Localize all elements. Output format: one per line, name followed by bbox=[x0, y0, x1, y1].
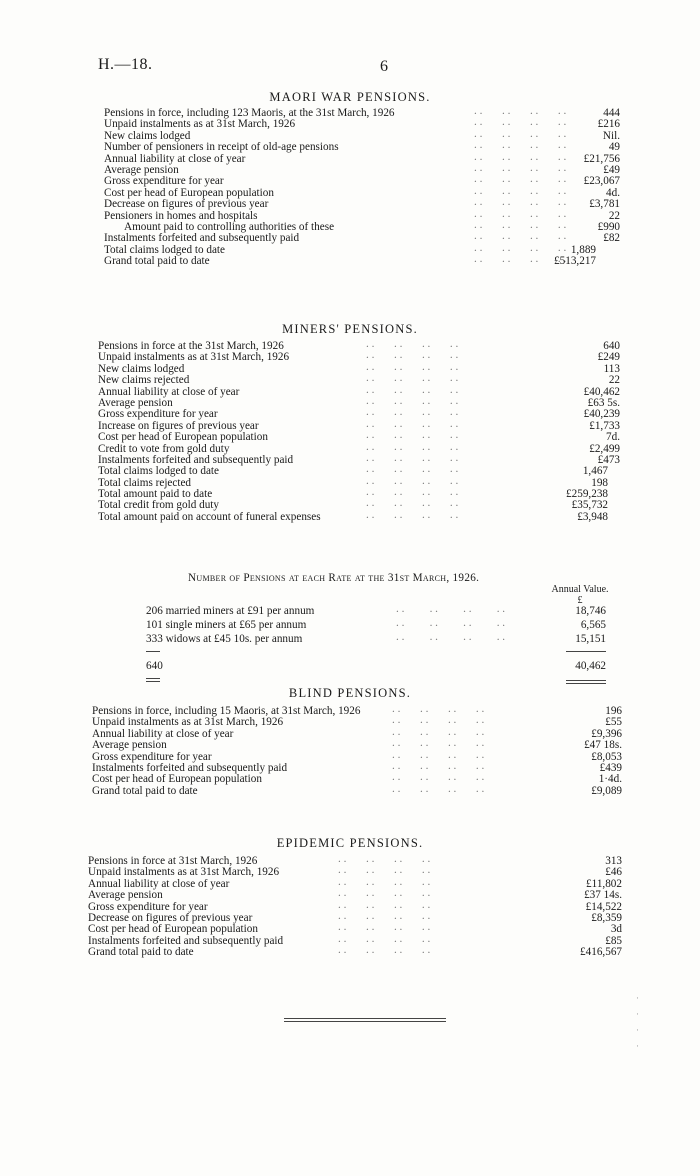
row-label: Decrease on figures of previous year bbox=[88, 911, 253, 924]
rate-row: 333 widows at £45 10s. per annum . . . . . . . . 15,151 bbox=[146, 631, 606, 645]
row-label: Total claims rejected bbox=[98, 476, 192, 489]
table-row: Gross expenditure for year . . . . . . . . £40,239 bbox=[98, 406, 620, 421]
row-value: 113 bbox=[603, 362, 620, 375]
row-value: 7d. bbox=[606, 431, 620, 444]
row-label: Gross expenditure for year bbox=[98, 408, 218, 421]
table-row: Instalments forfeited and subsequently paid . . . . . . . . £85 bbox=[88, 932, 622, 947]
row-label: Average pension bbox=[88, 889, 163, 902]
table-row: Cost per head of European population . . . . . . . . 3d bbox=[88, 921, 622, 936]
table-row: Cost per head of European population . . . . . . . . 1·4d. bbox=[92, 771, 622, 786]
table-row: Instalments forfeited and subsequently paid . . . . . . . . £82 bbox=[104, 230, 620, 245]
table-row: Annual liability at close of year . . . . . . . . £40,462 bbox=[98, 383, 620, 398]
rate-label: 206 married miners at £91 per annum bbox=[146, 605, 315, 617]
table-row: Pensions in force, including 123 Maoris, at the 31st March, 1926 . . . . . . . . 444 bbox=[104, 105, 620, 119]
row-value: £85 bbox=[605, 934, 622, 947]
table-row: Cost per head of European population . . . . . . . . 4d. bbox=[104, 184, 620, 199]
row-label: Instalments forfeited and subsequently paid bbox=[92, 761, 288, 774]
row-value: 313 bbox=[605, 855, 622, 867]
table-row: Instalments forfeited and subsequently paid . . . . . . . . £439 bbox=[92, 759, 622, 774]
table-row: New claims lodged . . . . . . . . Nil. bbox=[104, 127, 620, 142]
row-label: Amount paid to controlling authorities of these bbox=[124, 220, 335, 233]
page-number: 6 bbox=[380, 58, 388, 75]
row-label: Annual liability at close of year bbox=[92, 727, 234, 740]
row-label: Pensions in force at 31st March, 1926 bbox=[88, 855, 258, 867]
value-double-rule bbox=[566, 680, 606, 681]
table-row: Average pension . . . . . . . . £47 18s. bbox=[92, 737, 622, 752]
row-value: £513,217 bbox=[554, 255, 596, 268]
table-row: New claims lodged . . . . . . . . 113 bbox=[98, 360, 620, 375]
row-value: £21,756 bbox=[583, 152, 620, 165]
row-label: Cost per head of European population bbox=[98, 431, 268, 444]
row-label: Instalments forfeited and subsequently paid bbox=[88, 934, 284, 947]
currency-symbol: £ bbox=[577, 595, 583, 606]
rate-value: 15,151 bbox=[575, 633, 606, 645]
blind-section-title: BLIND PENSIONS. bbox=[288, 686, 412, 700]
rate-label: 101 single miners at £65 per annum bbox=[146, 619, 307, 631]
row-value: 3d bbox=[610, 923, 622, 936]
row-label: Average pension bbox=[98, 396, 173, 409]
rate-row: 101 single miners at £65 per annum . . . . . . . . 6,565 bbox=[146, 617, 606, 631]
row-value: £8,359 bbox=[591, 911, 622, 924]
row-value: 1,467 bbox=[582, 465, 608, 478]
row-label: Unpaid instalments as at 31st March, 1926 bbox=[98, 351, 290, 364]
row-value: £9,089 bbox=[591, 784, 622, 797]
table-row: Pensions in force, including 15 Maoris, at 31st March, 1926 . . . . . . . . 196 bbox=[92, 703, 622, 717]
table-row: Unpaid instalments as at 31st March, 1926 . . . . . . . . £46 bbox=[88, 864, 622, 879]
row-value: £249 bbox=[597, 351, 620, 364]
row-value: 22 bbox=[608, 209, 620, 222]
row-label: Total claims lodged to date bbox=[98, 465, 220, 478]
table-row: Annual liability at close of year . . . . . . . . £11,802 bbox=[88, 875, 622, 890]
table-row: Average pension . . . . . . . . £37 14s. bbox=[88, 887, 622, 902]
table-row: Average pension . . . . . . . . £63 5s. bbox=[98, 394, 620, 409]
row-value: £1,733 bbox=[589, 419, 620, 432]
row-value: £63 5s. bbox=[587, 396, 620, 409]
annual-value-label: Annual Value. bbox=[551, 584, 609, 595]
row-label: Total claims lodged to date bbox=[104, 243, 226, 256]
row-label: Average pension bbox=[104, 163, 179, 176]
rates-total-count: 640 bbox=[146, 660, 163, 672]
table-row: Gross expenditure for year . . . . . . . . £23,067 bbox=[104, 173, 620, 188]
row-value: £40,462 bbox=[583, 385, 620, 398]
table-row: Increase on figures of previous year . . . . . . . . £1,733 bbox=[98, 417, 620, 432]
row-value: £35,732 bbox=[571, 499, 608, 512]
row-value: £37 14s. bbox=[584, 889, 622, 902]
table-row: Total amount paid on account of funeral expenses . . . . . . . . £3,948 bbox=[98, 508, 608, 523]
row-label: Pensions in force, including 15 Maoris, at 31st March, 1926 bbox=[92, 705, 361, 717]
row-label: Pensions in force at the 31st March, 1926 bbox=[98, 340, 284, 352]
document-reference: H.—18. bbox=[98, 56, 153, 73]
row-label: Number of pensioners in receipt of old-age pensions bbox=[104, 141, 339, 154]
row-value: £46 bbox=[605, 866, 622, 879]
row-value: £2,499 bbox=[589, 442, 620, 455]
table-row: Unpaid instalments as at 31st March, 1926 . . . . . . . . £55 bbox=[92, 714, 622, 729]
table-row: Unpaid instalments as at 31st March, 1926 . . . . . . . . £249 bbox=[98, 349, 620, 364]
row-label: Grand total paid to date bbox=[104, 255, 210, 268]
row-label: Cost per head of European population bbox=[92, 773, 262, 786]
row-label: Total amount paid to date bbox=[98, 488, 213, 501]
value-rule bbox=[566, 651, 606, 652]
table-row: Annual liability at close of year . . . . . . . . £9,396 bbox=[92, 725, 622, 740]
table-row: Grand total paid to date . . . . . . . . £9,089 bbox=[92, 782, 622, 797]
row-value: £47 18s. bbox=[584, 739, 622, 752]
row-label: Increase on figures of previous year bbox=[98, 419, 259, 432]
row-value: £3,948 bbox=[577, 510, 608, 523]
row-label: Instalments forfeited and subsequently paid bbox=[104, 232, 300, 245]
row-label: Gross expenditure for year bbox=[104, 175, 224, 188]
row-value: £49 bbox=[603, 163, 620, 176]
rate-value: 18,746 bbox=[575, 605, 606, 617]
table-row: Number of pensioners in receipt of old-age pensions . . . . . . . . 49 bbox=[104, 139, 620, 154]
footer-rule bbox=[284, 1021, 446, 1022]
row-value: £3,781 bbox=[589, 198, 620, 211]
row-label: Grand total paid to date bbox=[88, 946, 194, 959]
table-row: Average pension . . . . . . . . £49 bbox=[104, 161, 620, 176]
table-row: Pensions in force at 31st March, 1926 . . . . . . . . 313 bbox=[88, 853, 622, 867]
blind-pensions-list bbox=[92, 703, 622, 797]
row-value: 198 bbox=[591, 476, 608, 489]
row-label: Cost per head of European population bbox=[104, 186, 274, 199]
row-value: £9,396 bbox=[591, 727, 622, 740]
table-row: Total claims lodged to date . . . . . . . . 1,889 bbox=[104, 241, 596, 256]
table-row: Pensioners in homes and hospitals . . . . . . . . 22 bbox=[104, 207, 620, 222]
row-label: Unpaid instalments as at 31st March, 1926 bbox=[88, 866, 280, 879]
row-label: Decrease on figures of previous year bbox=[104, 198, 269, 211]
row-value: 1·4d. bbox=[598, 773, 622, 786]
maori-section-title: MAORI WAR PENSIONS. bbox=[269, 90, 431, 104]
row-label: Unpaid instalments as at 31st March, 1926 bbox=[104, 118, 296, 131]
table-row: Total claims lodged to date . . . . . . . . 1,467 bbox=[98, 463, 608, 478]
table-row: Decrease on figures of previous year . . . . . . . . £3,781 bbox=[104, 196, 620, 211]
row-label: Gross expenditure for year bbox=[92, 750, 212, 763]
table-row: Gross expenditure for year . . . . . . . . £14,522 bbox=[88, 898, 622, 913]
row-label: Credit to vote from gold duty bbox=[98, 442, 230, 455]
scan-specks: · · · · bbox=[636, 993, 639, 1051]
row-value: 4d. bbox=[606, 186, 620, 199]
row-label: Gross expenditure for year bbox=[88, 900, 208, 913]
row-label: Pensions in force, including 123 Maoris, at the 31st March, 1926 bbox=[104, 107, 395, 119]
row-label: New claims lodged bbox=[98, 362, 185, 375]
row-label: Grand total paid to date bbox=[92, 784, 198, 797]
row-value: 1,889 bbox=[570, 243, 596, 256]
rate-label: 333 widows at £45 10s. per annum bbox=[146, 633, 303, 645]
row-label: New claims lodged bbox=[104, 129, 191, 142]
miners-section-title: MINERS' PENSIONS. bbox=[282, 322, 418, 336]
row-label: Total credit from gold duty bbox=[98, 499, 220, 512]
row-value: £23,067 bbox=[583, 175, 620, 188]
row-value: £216 bbox=[597, 118, 620, 131]
row-value: £14,522 bbox=[585, 900, 622, 913]
row-value: 22 bbox=[608, 374, 620, 387]
row-label: Annual liability at close of year bbox=[88, 877, 230, 890]
table-row: Grand total paid to date . . . . . . . . £416,567 bbox=[88, 944, 622, 959]
row-label: Annual liability at close of year bbox=[104, 152, 246, 165]
row-label: Cost per head of European population bbox=[88, 923, 258, 936]
miners-pensions-list bbox=[98, 338, 620, 523]
row-value: £11,802 bbox=[586, 877, 622, 890]
table-row: Annual liability at close of year . . . . . . . . £21,756 bbox=[104, 150, 620, 165]
row-value: 444 bbox=[603, 107, 620, 119]
count-double-rule bbox=[146, 681, 160, 682]
epidemic-pensions-list bbox=[88, 853, 622, 959]
annual-value-header bbox=[540, 584, 620, 606]
row-label: Pensioners in homes and hospitals bbox=[104, 209, 258, 222]
row-value: 49 bbox=[608, 141, 620, 154]
count-double-rule bbox=[146, 678, 160, 679]
table-row: Total amount paid to date . . . . . . . . £259,238 bbox=[98, 486, 608, 501]
row-value: £416,567 bbox=[580, 946, 622, 959]
table-row: Unpaid instalments as at 31st March, 1926 . . . . . . . . £216 bbox=[104, 116, 620, 131]
table-row: Total credit from gold duty . . . . . . . . £35,732 bbox=[98, 497, 608, 512]
count-rule bbox=[146, 651, 160, 652]
row-label: Average pension bbox=[92, 739, 167, 752]
table-row: Credit to vote from gold duty . . . . . . . . £2,499 bbox=[98, 440, 620, 455]
epidemic-section-title: EPIDEMIC PENSIONS. bbox=[276, 836, 424, 850]
row-label: Instalments forfeited and subsequently paid bbox=[98, 453, 294, 466]
table-row: Grand total paid to date . . . . . . . . £513,217 bbox=[104, 253, 596, 268]
row-label: Total amount paid on account of funeral expenses bbox=[98, 510, 321, 523]
row-value: 196 bbox=[605, 705, 622, 717]
table-row: Amount paid to controlling authorities of these . . . . . . . . £990 bbox=[124, 218, 620, 233]
row-label: Unpaid instalments as at 31st March, 1926 bbox=[92, 716, 284, 729]
row-value: Nil. bbox=[602, 129, 620, 142]
table-row: Pensions in force at the 31st March, 1926 . . . . . . . . 640 bbox=[98, 338, 620, 352]
table-row: Total claims rejected . . . . . . . . 198 bbox=[98, 474, 608, 489]
row-value: £55 bbox=[605, 716, 622, 729]
row-value: £439 bbox=[599, 761, 622, 774]
row-value: 640 bbox=[603, 340, 620, 352]
row-value: £8,053 bbox=[591, 750, 622, 763]
row-value: £40,239 bbox=[583, 408, 620, 421]
table-row: Gross expenditure for year . . . . . . . . £8,053 bbox=[92, 748, 622, 763]
row-value: £82 bbox=[603, 232, 620, 245]
table-row: New claims rejected . . . . . . . . 22 bbox=[98, 372, 620, 387]
maori-pensions-list bbox=[104, 105, 620, 268]
row-value: £259,238 bbox=[566, 488, 608, 501]
table-row: Instalments forfeited and subsequently paid . . . . . . . . £473 bbox=[98, 451, 620, 466]
table-row: Cost per head of European population . . . . . . . . 7d. bbox=[98, 429, 620, 444]
row-value: £473 bbox=[597, 453, 620, 466]
rates-total-value: 40,462 bbox=[575, 660, 606, 672]
value-double-rule bbox=[566, 683, 606, 684]
row-value: £990 bbox=[597, 220, 620, 233]
rates-heading: Number of Pensions at each Rate at the 31st March, 1926. bbox=[188, 572, 480, 584]
rate-row: 206 married miners at £91 per annum . . . . . . . . 18,746 bbox=[146, 603, 606, 617]
row-label: New claims rejected bbox=[98, 374, 190, 387]
row-label: Annual liability at close of year bbox=[98, 385, 240, 398]
table-row: Decrease on figures of previous year . . . . . . . . £8,359 bbox=[88, 909, 622, 924]
rate-value: 6,565 bbox=[580, 619, 606, 631]
footer-rule bbox=[284, 1018, 446, 1019]
